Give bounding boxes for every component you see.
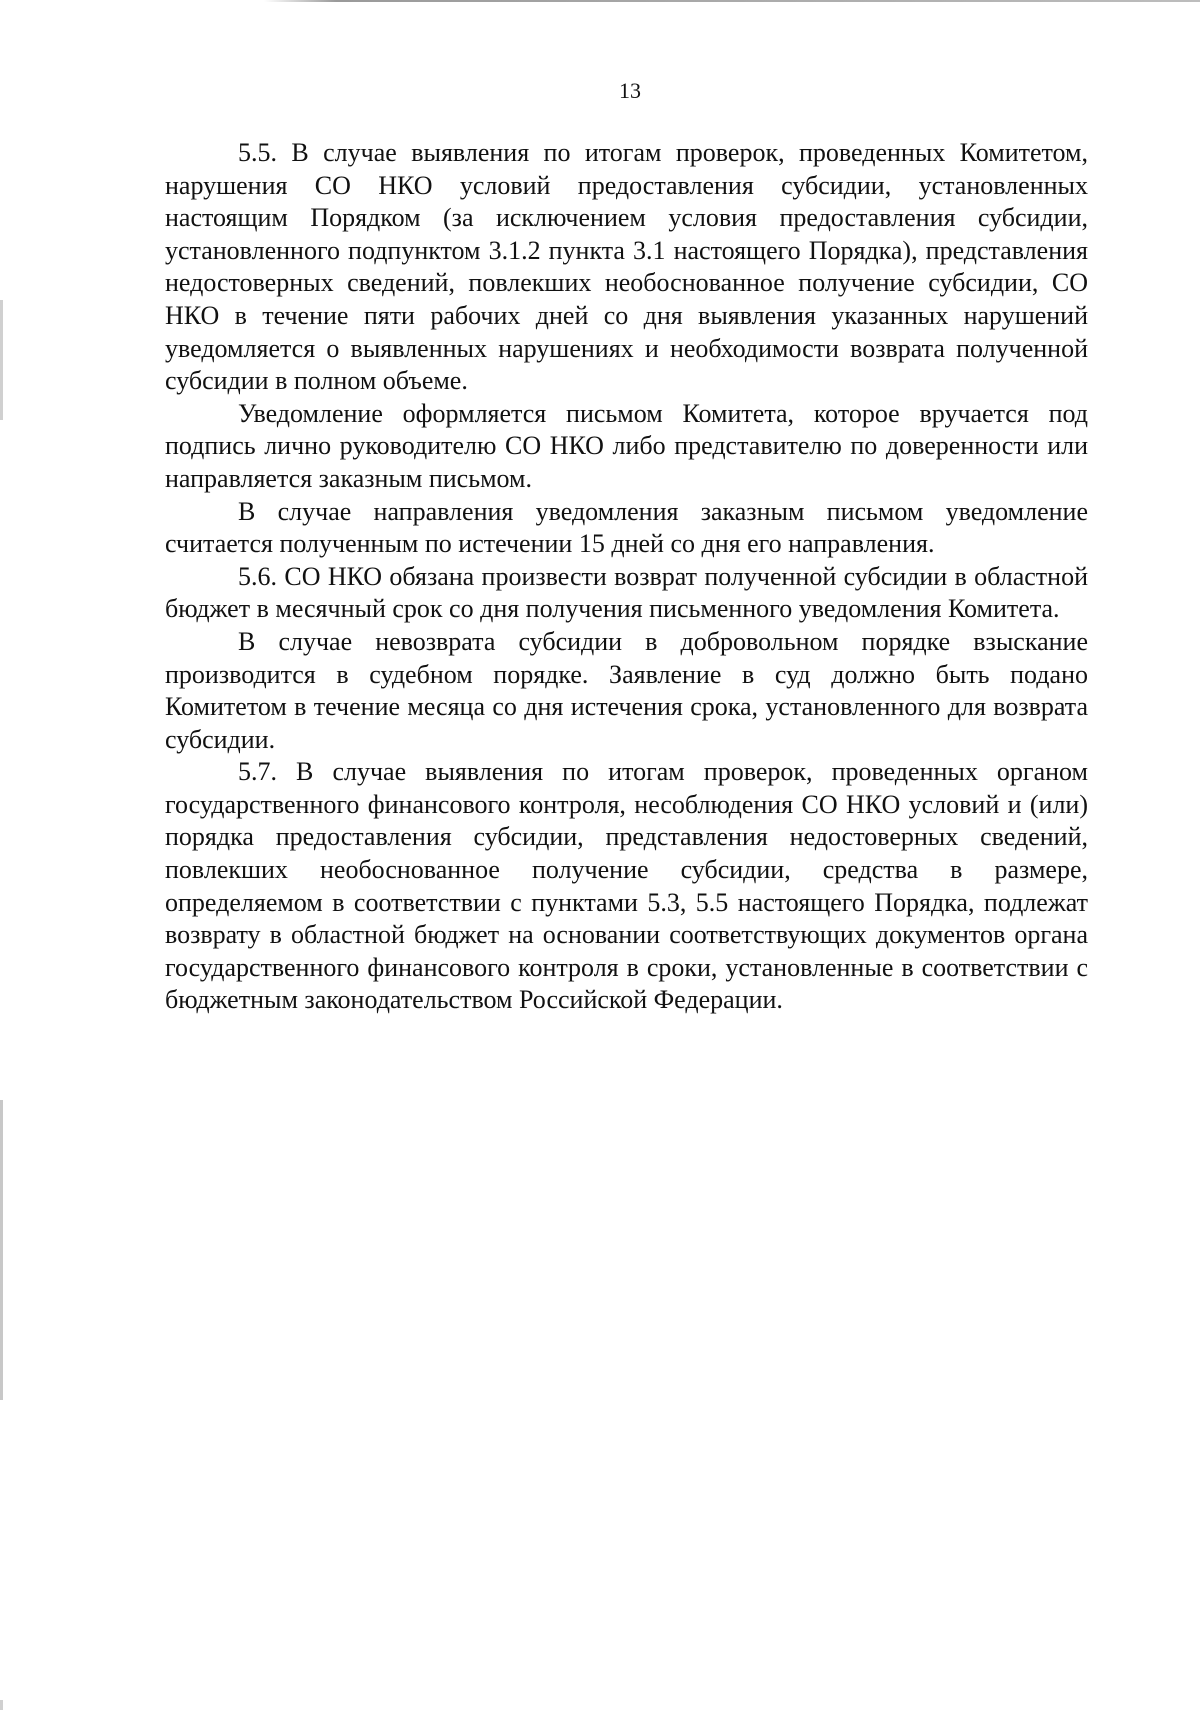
scan-left-edge — [0, 0, 3, 1710]
paragraph-5-7: 5.7. В случае выявления по итогам проверок, проведенных органом государственного финансового контроля, несоблюдения СО НКО условий и (или) порядка предоставления субсидии, представления недостоверных сведений, повлекших необоснованное получение субсидии, средства в размере, определяемом в соответствии с пунктами 5.3, 5.5 настоящего Порядка, подлежат возврату в областной бюджет на основании соответствующих документов органа государственного финансового контроля в сроки, установленные в соответствии с бюджетным законодательством Российской Федерации. — [165, 757, 1088, 1015]
paragraph-court-recovery: В случае невозврата субсидии в добровольном порядке взыскание производится в судебном порядке. Заявление в суд должно быть подано Комитетом в течение месяца со дня истечения срока, установленного для возврата субсидии. — [165, 626, 1088, 754]
paragraph-notification: Уведомление оформляется письмом Комитета, которое вручается под подпись лично руководителю СО НКО либо представителю по доверенности или направляется заказным письмом. — [165, 398, 1088, 493]
document-body — [165, 137, 1088, 1017]
paragraph-registered-letter: В случае направления уведомления заказным письмом уведомление считается полученным по истечении 15 дней со дня его направления. — [165, 496, 1088, 559]
paragraph-5-5: 5.5. В случае выявления по итогам проверок, проведенных Комитетом, нарушения СО НКО условий предоставления субсидии, установленных настоящим Порядком (за исключением условия предоставления субсидии, установленного подпунктом 3.1.2 пункта 3.1 настоящего Порядка), представления недостоверных сведений, повлекших необоснованное получение субсидии, СО НКО в течение пяти рабочих дней со дня выявления указанных нарушений уведомляется о выявленных нарушениях и необходимости возврата полученной субсидии в полном объеме. — [165, 138, 1088, 396]
page-number: 13 — [619, 78, 641, 103]
paragraph-5-6: 5.6. СО НКО обязана произвести возврат полученной субсидии в областной бюджет в месячный срок со дня получения письменного уведомления Комитета. — [165, 561, 1088, 624]
scan-top-edge — [0, 0, 1200, 2]
